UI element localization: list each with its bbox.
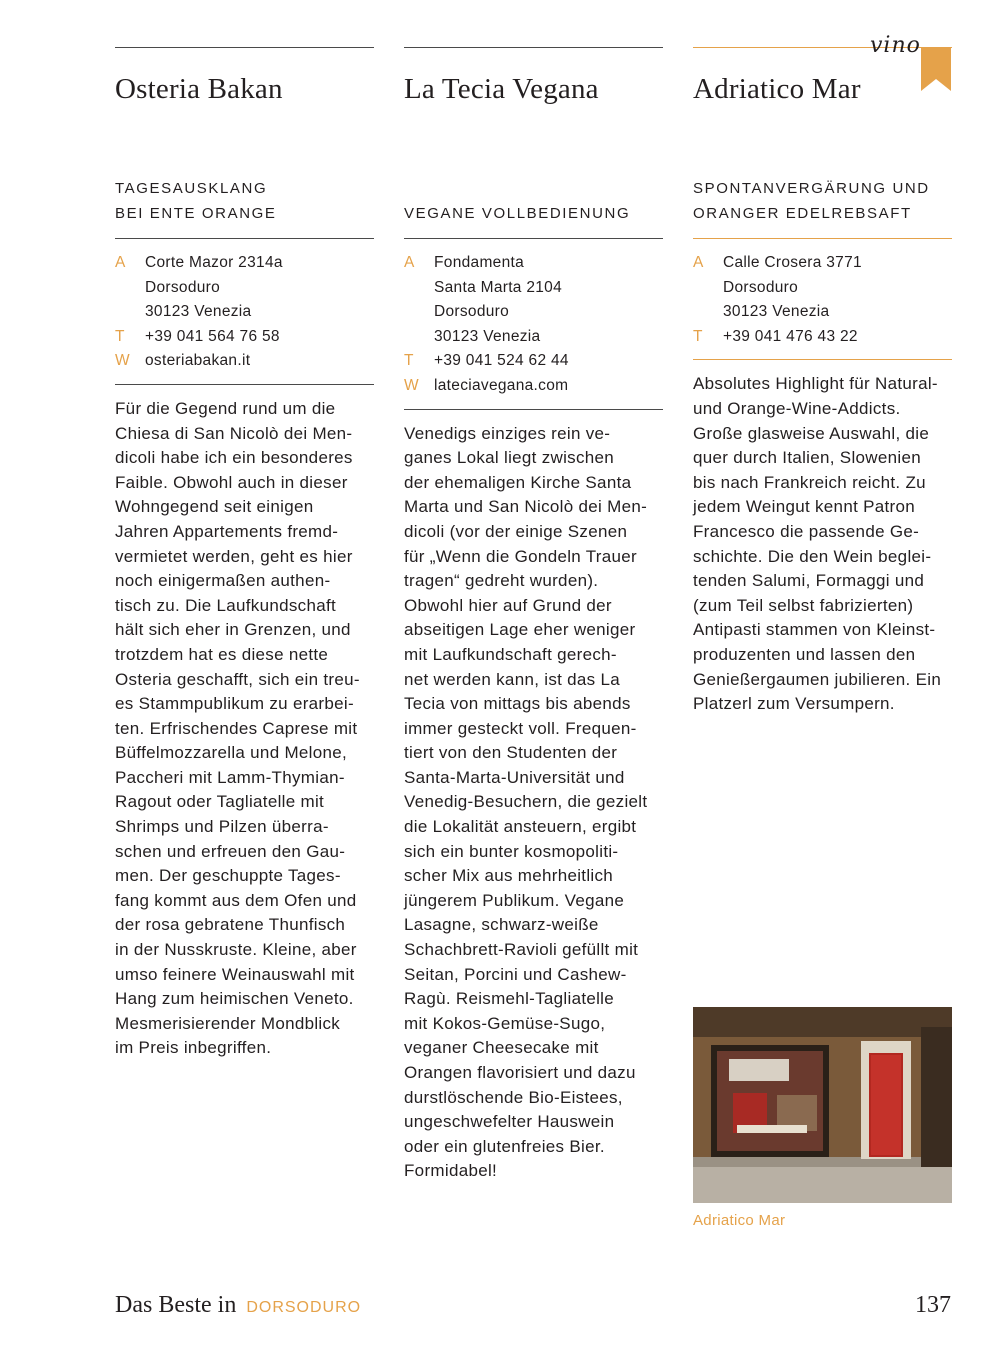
address-line: Calle Crosera 3771 — [723, 254, 862, 271]
tagline-line: TAGESAUSKLANG — [115, 180, 268, 197]
top-rule — [115, 47, 374, 48]
review-line: Shrimps und Pilzen überra- — [115, 817, 329, 837]
website-link[interactable]: lateciavegana.com — [434, 376, 569, 394]
phone-key: T — [115, 327, 125, 345]
review-line: Platzerl zum Versumpern. — [693, 694, 895, 714]
restaurant-title: Osteria Bakan — [115, 73, 283, 105]
contact-block — [404, 251, 663, 1184]
review-line: für „Wenn die Gondeln Trauer — [404, 546, 637, 566]
review-line: abseitigen Lage eher weniger — [404, 620, 636, 640]
footer-title-text: Das Beste in — [115, 1292, 237, 1318]
phone-value: +39 041 524 62 44 — [434, 352, 569, 370]
review-line: Marta und San Nicolò dei Men- — [404, 497, 648, 517]
review-line: Francesco die passende Ge- — [693, 521, 920, 541]
review-line: Seitan, Porcini und Cashew- — [404, 964, 627, 984]
review-line: vermietet werden, geht es hier — [115, 546, 353, 566]
divider — [404, 409, 663, 410]
review-line: (zum Teil selbst fabrizierten) — [693, 595, 914, 615]
restaurant-tagline — [693, 178, 952, 226]
divider — [404, 238, 663, 239]
restaurant-tagline — [404, 178, 663, 226]
address-line: 30123 Venezia — [145, 303, 252, 321]
review-line: Ragout oder Tagliatelle mit — [115, 792, 325, 812]
review-line: Faible. Obwohl auch in dieser — [115, 472, 348, 492]
review-line: trotzdem hat es diese nette — [115, 644, 329, 664]
restaurant-column-osteria-bakan — [115, 47, 374, 1058]
bookmark-ribbon-icon — [921, 47, 951, 91]
restaurant-column-la-tecia-vegana — [404, 47, 663, 1181]
review-line: noch einigermaßen authen- — [115, 571, 331, 591]
review-line: mit Laufkundschaft gerech- — [404, 644, 617, 664]
review-line: ganes Lokal liegt zwischen — [404, 448, 615, 468]
review-line: Paccheri mit Lamm-Thymian- — [115, 767, 345, 787]
review-line: schen und erfreuen den Gau- — [115, 841, 346, 861]
review-line: Wohngegend seit einigen — [115, 497, 314, 517]
review-line: im Preis inbegriffen. — [115, 1038, 272, 1058]
divider — [115, 384, 374, 385]
review-line: in der Nusskruste. Kleine, aber — [115, 940, 357, 960]
address-line: Dorsoduro — [723, 278, 799, 296]
footer-title — [115, 1292, 361, 1319]
review-line: ten. Erfrischendes Caprese mit — [115, 718, 358, 738]
phone-value: +39 041 476 43 22 — [723, 327, 858, 345]
website-key: W — [404, 376, 419, 394]
phone-row — [115, 325, 374, 350]
divider — [115, 238, 374, 239]
restaurant-tagline — [115, 178, 374, 226]
tagline-line: VEGANE VOLLBEDIENUNG — [404, 204, 631, 222]
review-text — [693, 372, 958, 716]
address-key: A — [693, 254, 704, 271]
phone-key: T — [693, 327, 703, 345]
review-line: Für die Gegend rund um die — [115, 398, 336, 418]
review-line: fang kommt aus dem Ofen und — [115, 890, 357, 910]
review-line: schichte. Die den Wein beglei- — [693, 546, 932, 566]
review-text — [404, 422, 669, 1184]
review-line: ungeschwefelter Hauswein — [404, 1112, 615, 1132]
review-line: Santa-Marta-Universität und — [404, 767, 625, 787]
photo-caption: Adriatico Mar — [693, 1212, 786, 1229]
website-row — [115, 349, 374, 374]
restaurant-photo — [693, 1007, 952, 1203]
address-line: 30123 Venezia — [723, 303, 830, 321]
review-line: Büffelmozzarella und Melone, — [115, 743, 348, 763]
footer-district: DORSODURO — [246, 1299, 362, 1316]
review-line: Absolutes Highlight für Natural- — [693, 374, 938, 394]
review-line: umso feinere Weinauswahl mit — [115, 964, 355, 984]
contact-block — [115, 251, 374, 1061]
restaurant-title: La Tecia Vegana — [404, 73, 599, 105]
address-row — [693, 251, 952, 325]
divider — [693, 359, 952, 360]
review-line: der rosa gebratene Thunfisch — [115, 915, 346, 935]
review-line: die Lokalität ansteuern, ergibt — [404, 817, 637, 837]
review-line: dicoli (vor der einige Szenen — [404, 521, 628, 541]
review-line: oder ein glutenfreies Bier. — [404, 1136, 605, 1156]
phone-row — [693, 325, 952, 350]
review-line: Venedig-Besuchern, die gezielt — [404, 792, 648, 812]
address-row — [115, 251, 374, 325]
review-line: Tecia von mittags bis abends — [404, 694, 631, 714]
address-line: Fondamenta — [434, 254, 525, 271]
review-line: dicoli habe ich ein besonderes — [115, 448, 353, 468]
phone-value: +39 041 564 76 58 — [145, 327, 280, 345]
review-line: Lasagne, schwarz-weiße — [404, 915, 599, 935]
review-line: jedem Weingut kennt Patron — [693, 497, 916, 517]
review-line: tragen“ gedreht wurden). — [404, 571, 599, 591]
review-line: Chiesa di San Nicolò dei Men- — [115, 423, 353, 443]
tagline-line: ORANGER EDELREBSAFT — [693, 204, 912, 222]
review-line: Orangen flavorisiert und dazu — [404, 1063, 636, 1082]
top-rule — [404, 47, 663, 48]
vino-label: vino — [870, 33, 921, 58]
review-line: Große glasweise Auswahl, die — [693, 423, 930, 443]
review-line: Antipasti stammen von Kleinst- — [693, 620, 936, 640]
review-line: der ehemaligen Kirche Santa — [404, 472, 632, 492]
divider — [693, 238, 952, 239]
review-line: Osteria geschafft, sich ein treu- — [115, 669, 360, 689]
review-line: Schachbrett-Ravioli gefüllt mit — [404, 940, 639, 960]
review-line: durstlöschende Bio-Eistees, — [404, 1087, 623, 1107]
review-line: und Orange-Wine-Addicts. — [693, 398, 901, 418]
review-line: Jahren Appartements fremd- — [115, 521, 339, 541]
review-line: men. Der geschuppte Tages- — [115, 866, 341, 886]
review-line: net werden kann, ist das La — [404, 669, 621, 689]
website-row — [404, 374, 663, 399]
review-line: jüngerem Publikum. Vegane — [404, 890, 625, 910]
address-line: Santa Marta 2104 — [434, 278, 563, 296]
review-line: Venedigs einziges rein ve- — [404, 423, 611, 443]
website-link[interactable]: osteriabakan.it — [145, 352, 251, 370]
address-value — [145, 251, 283, 325]
website-key: W — [115, 352, 130, 370]
review-line: Ragù. Reismehl-Tagliatelle — [404, 989, 615, 1009]
tagline-line: SPONTANVERGÄRUNG UND — [693, 180, 930, 197]
address-key: A — [404, 254, 415, 271]
review-line: produzenten und lassen den — [693, 644, 916, 664]
review-line: veganer Cheesecake mit — [404, 1038, 599, 1058]
review-text — [115, 397, 380, 1061]
review-line: Formidabel! — [404, 1161, 498, 1181]
address-line: Corte Mazor 2314a — [145, 254, 283, 271]
review-line: tenden Salumi, Formaggi und — [693, 571, 925, 591]
restaurant-title: Adriatico Mar — [693, 73, 861, 105]
address-value — [434, 251, 562, 349]
review-line: mit Kokos-Gemüse-Sugo, — [404, 1013, 606, 1033]
review-line: Mesmerisierender Mondblick — [115, 1013, 341, 1033]
address-value — [723, 251, 862, 325]
review-line: bis nach Frankreich reicht. Zu — [693, 472, 926, 492]
review-line: Obwohl hier auf Grund der — [404, 595, 612, 615]
review-line: immer gesteckt voll. Frequen- — [404, 718, 637, 738]
address-line: Dorsoduro — [434, 303, 510, 321]
page-number: 137 — [915, 1292, 951, 1318]
address-row — [404, 251, 663, 349]
address-line: Dorsoduro — [145, 278, 221, 296]
tagline-line: BEI ENTE ORANGE — [115, 204, 277, 222]
contact-block — [693, 251, 952, 717]
address-line: 30123 Venezia — [434, 327, 541, 345]
review-line: tiert von den Studenten der — [404, 743, 618, 763]
storefront-image — [693, 1007, 952, 1203]
review-line: scher Mix aus mehrheitlich — [404, 866, 614, 886]
review-line: quer durch Italien, Slowenien — [693, 448, 921, 468]
phone-key: T — [404, 352, 414, 370]
phone-row — [404, 349, 663, 374]
review-line: tisch zu. Die Laufkundschaft — [115, 595, 337, 615]
review-line: hält sich eher in Grenzen, und — [115, 620, 351, 640]
review-line: Genießergaumen jubilieren. Ein — [693, 669, 942, 689]
review-line: Hang zum heimischen Veneto. — [115, 989, 354, 1009]
review-line: sich ein bunter kosmopoliti- — [404, 841, 619, 861]
address-key: A — [115, 254, 126, 271]
review-line: es Stammpublikum zu erarbei- — [115, 694, 354, 714]
